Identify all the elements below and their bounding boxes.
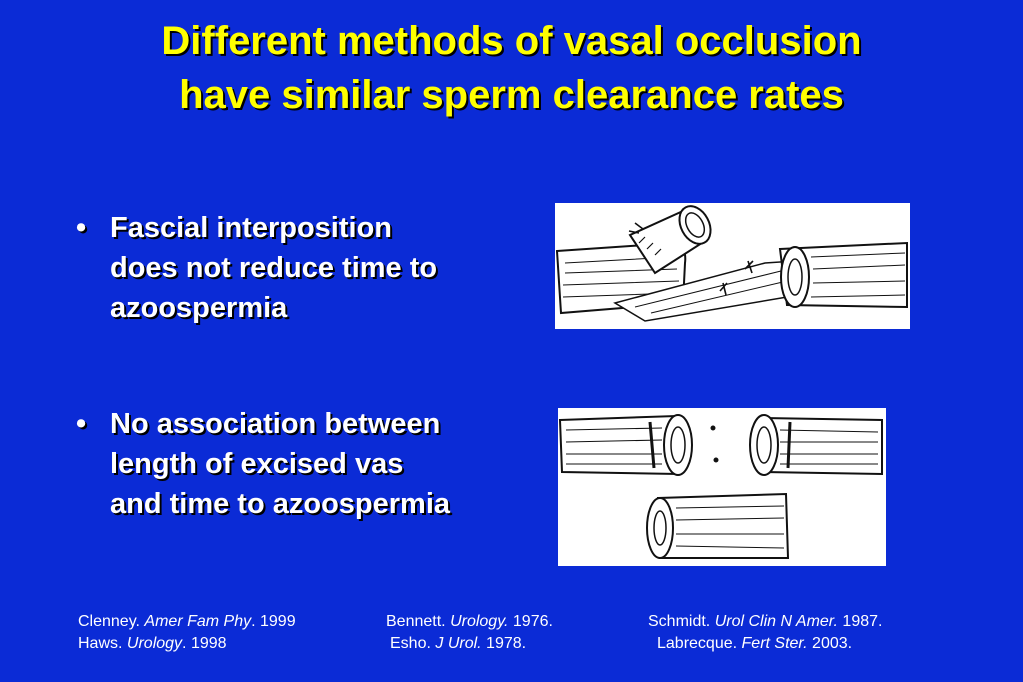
reference-clenney bbox=[78, 611, 296, 633]
title-line-1: Different methods of vasal occlusion bbox=[161, 19, 862, 63]
reference-schmidt bbox=[648, 611, 882, 633]
reference-author: Bennett. bbox=[386, 613, 446, 630]
reference-year: 1987. bbox=[837, 613, 883, 630]
bullet-line: length of excised vas bbox=[110, 448, 404, 480]
bullet-line: and time to azoospermia bbox=[110, 488, 451, 520]
bullet-marker: • bbox=[76, 212, 87, 244]
vas-drawing-interposition bbox=[555, 203, 910, 329]
reference-author: Haws. bbox=[78, 635, 123, 652]
reference-journal: Amer Fam Phy bbox=[144, 613, 252, 630]
reference-journal: Urol Clin N Amer. bbox=[714, 613, 838, 630]
reference-author: Clenney. bbox=[78, 613, 140, 630]
reference-year: . 1998 bbox=[182, 635, 227, 652]
bullet-line: azoospermia bbox=[110, 292, 288, 324]
reference-author: Labrecque. bbox=[657, 635, 738, 652]
fascial-interposition-illustration bbox=[555, 203, 910, 329]
reference-bennett bbox=[386, 611, 553, 633]
vas-drawing-excised-segment bbox=[558, 408, 886, 566]
reference-year: . 1999 bbox=[251, 613, 296, 630]
reference-labrecque bbox=[657, 633, 852, 655]
reference-esho bbox=[390, 633, 526, 655]
reference-year: 2003. bbox=[807, 635, 853, 652]
reference-year: 1976. bbox=[508, 613, 553, 630]
excised-vas-illustration bbox=[558, 408, 886, 566]
reference-journal: Urology. bbox=[450, 613, 509, 630]
bullet-marker: • bbox=[76, 408, 87, 440]
reference-journal: J Urol. bbox=[435, 635, 482, 652]
bullet-item-fascial-interposition bbox=[76, 208, 546, 328]
bullet-item-excised-length bbox=[76, 404, 546, 524]
reference-author: Schmidt. bbox=[648, 613, 711, 630]
bullet-line: No association between bbox=[110, 408, 441, 440]
slide-title bbox=[0, 14, 1023, 122]
reference-year: 1978. bbox=[481, 635, 527, 652]
reference-journal: Urology bbox=[126, 635, 183, 652]
bullet-line: does not reduce time to bbox=[110, 252, 438, 284]
bullet-list bbox=[76, 208, 546, 524]
reference-haws bbox=[78, 633, 227, 655]
title-line-2: have similar sperm clearance rates bbox=[179, 73, 844, 117]
bullet-line: Fascial interposition bbox=[110, 212, 392, 244]
reference-journal: Fert Ster. bbox=[741, 635, 808, 652]
reference-author: Esho. bbox=[390, 635, 431, 652]
